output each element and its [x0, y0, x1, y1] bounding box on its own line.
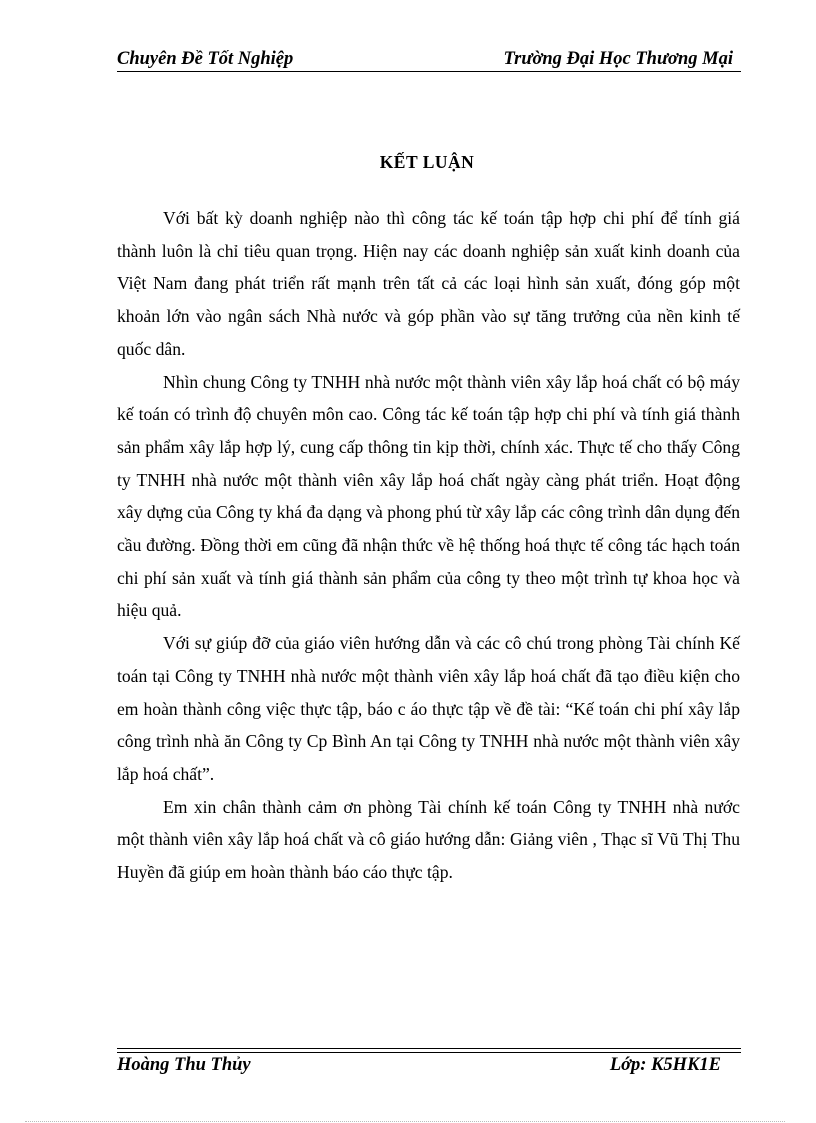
page-footer [117, 1047, 741, 1077]
header-school-name: Trường Đại Học Thương Mại [503, 49, 733, 69]
paragraph-1: Với bất kỳ doanh nghiệp nào thì công tác kế toán tập hợp chi phí để tính giá thành luôn là chỉ tiêu quan trọng. Hiện nay các doanh nghiệp sản xuất kinh doanh của Việt Nam đang phát triển rất mạnh trên tất cả các loại hình sản xuất, đóng góp một khoản lớn vào ngân sách Nhà nước và góp phần vào sự tăng trưởng của nền kinh tế quốc dân. [117, 208, 740, 359]
paragraph-3: Với sự giúp đỡ của giáo viên hướng dẫn và các cô chú trong phòng Tài chính Kế toán tại Công ty TNHH nhà nước một thành viên xây lắp hoá chất đã tạo điều kiện cho em hoàn thành công việc thực tập, báo c áo thực tập về đề tài: “Kế toán chi phí xây lắp công trình nhà ăn Công ty Cp Bình An tại Công ty TNHH nhà nước một thành viên xây lắp hoá chất”. [117, 633, 740, 784]
footer-rule-bottom [117, 1052, 741, 1053]
footer-rule-top [117, 1048, 741, 1049]
paragraph-2: Nhìn chung Công ty TNHH nhà nước một thành viên xây lắp hoá chất có bộ máy kế toán có trình độ chuyên môn cao. Công tác kế toán tập hợp chi phí và tính giá thành sản phẩm xây lắp hợp lý, cung cấp thông tin kịp thời, chính xác. Thực tế cho thấy Công ty TNHH nhà nước một thành viên xây lắp hoá chất ngày càng phát triển. Hoạt động xây dựng của Công ty khá đa dạng và phong phú từ xây lắp các công trình dân dụng đến cầu đường. Đồng thời em cũng đã nhận thức về hệ thống hoá thực tế công tác hạch toán chi phí sản xuất và tính giá thành sản phẩm của công ty theo một trình tự khoa học và hiệu quả. [117, 371, 740, 621]
page-header [117, 47, 741, 73]
header-rule [117, 71, 741, 72]
section-title: KẾT LUẬN [379, 152, 475, 172]
paragraph-4: Em xin chân thành cảm ơn phòng Tài chính kế toán Công ty TNHH nhà nước một thành viên xây lắp hoá chất và cô giáo hướng dẫn: Giảng viên , Thạc sĩ Vũ Thị Thu Huyền đã giúp em hoàn thành báo cáo thực tập. [117, 796, 740, 883]
footer-author-name: Hoàng Thu Thủy [117, 1055, 251, 1075]
header-document-type: Chuyên Đề Tốt Nghiệp [117, 49, 294, 69]
page-bottom-divider [25, 1121, 785, 1122]
body-text [117, 202, 740, 889]
footer-class-code: Lớp: K5HK1E [609, 1055, 721, 1075]
